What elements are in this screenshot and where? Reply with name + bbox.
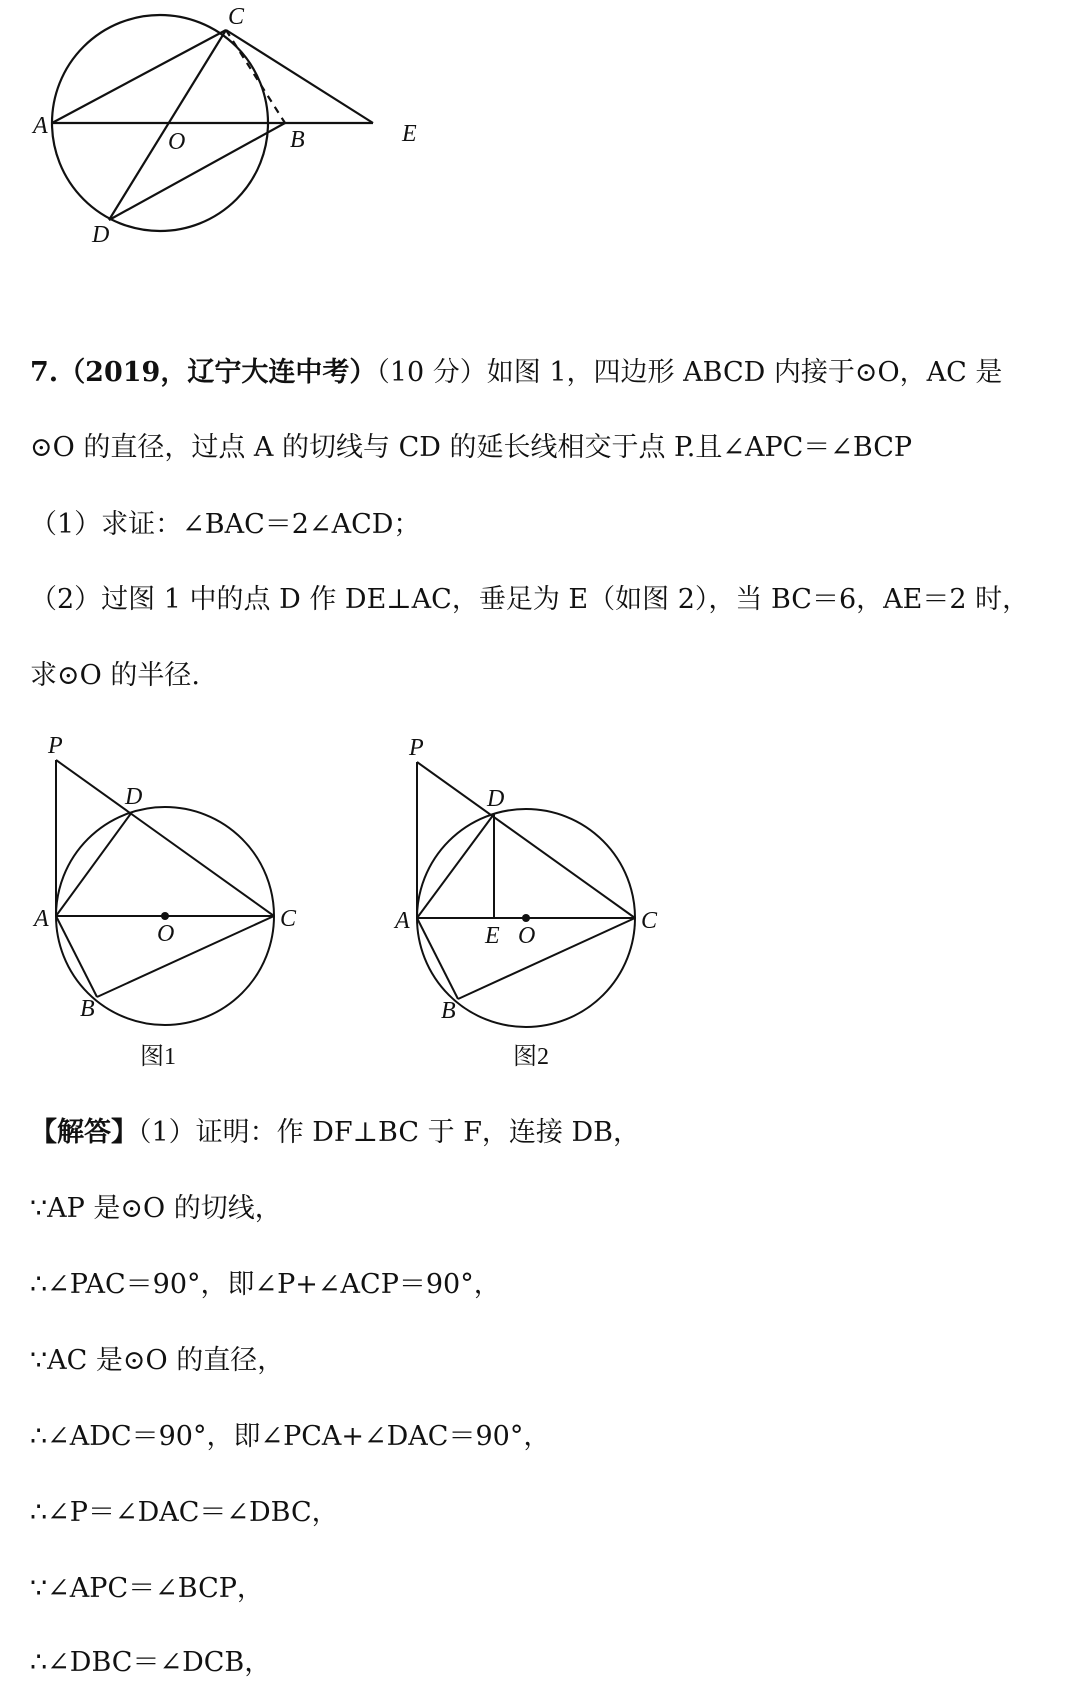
fig1-caption: 图1 (140, 1044, 176, 1070)
problem-score: （10 分） (376, 357, 487, 388)
figure-1 (20, 730, 320, 1080)
top-label-a: A (33, 113, 48, 139)
fig1-label-b: B (80, 996, 95, 1022)
top-figure (0, 0, 440, 260)
fig1-label-d: D (125, 784, 143, 810)
fig1-label-p: P (48, 733, 63, 759)
fig2-label-a: A (395, 908, 410, 934)
fig2-label-d: D (487, 786, 505, 812)
answer-intro: （1）证明：作 DF⊥BC 于 F，连接 DB， (138, 1117, 641, 1148)
top-label-b: B (290, 127, 305, 153)
answer-step: ∵∠APC＝∠BCP， (30, 1573, 264, 1604)
answer-step: ∵AP 是⊙O 的切线， (30, 1193, 282, 1224)
answer-line-1 (30, 1113, 1056, 1153)
top-label-c: C (228, 4, 245, 30)
problem-part-2: （2）过图 1 中的点 D 作 DE⊥AC，垂足为 E（如图 2），当 BC＝6，AE＝2 时， (30, 584, 1030, 615)
problem-line-1 (30, 353, 1056, 393)
problem-number: 7. (30, 357, 59, 388)
top-label-d: D (92, 222, 110, 248)
answer-step: ∴∠ADC＝90°，即∠PCA+∠DAC＝90°， (30, 1421, 551, 1452)
fig2-label-c: C (641, 908, 658, 934)
fig2-label-e: E (485, 923, 500, 949)
fig2-caption: 图2 (513, 1044, 549, 1070)
fig1-label-c: C (280, 906, 297, 932)
fig1-label-a: A (34, 906, 49, 932)
answer-step: ∴∠PAC＝90°，即∠P+∠ACP＝90°， (30, 1269, 501, 1300)
problem-line-2: ⊙O 的直径，过点 A 的切线与 CD 的延长线相交于点 P.且∠APC＝∠BCP (30, 432, 913, 463)
fig2-label-o: O (518, 923, 536, 949)
fig2-label-b: B (441, 998, 456, 1024)
top-label-e: E (402, 121, 417, 147)
top-label-o: O (168, 129, 186, 155)
answer-step: ∴∠DBC＝∠DCB， (30, 1647, 272, 1678)
fig1-label-o: O (157, 921, 175, 947)
problem-part-1: （1）求证：∠BAC＝2∠ACD； (30, 509, 421, 540)
answer-step: ∵AC 是⊙O 的直径， (30, 1345, 285, 1376)
problem-part-2-cont: 求⊙O 的半径. (30, 660, 200, 691)
problem-source: （2019，辽宁大连中考） (58, 357, 377, 388)
answer-tag: 【解答】 (30, 1117, 138, 1148)
fig2-label-p: P (409, 735, 424, 761)
figure-2 (385, 730, 685, 1080)
problem-statement-1: 如图 1，四边形 ABCD 内接于⊙O，AC 是 (486, 357, 1003, 388)
answer-step: ∴∠P＝∠DAC＝∠DBC， (30, 1497, 339, 1528)
